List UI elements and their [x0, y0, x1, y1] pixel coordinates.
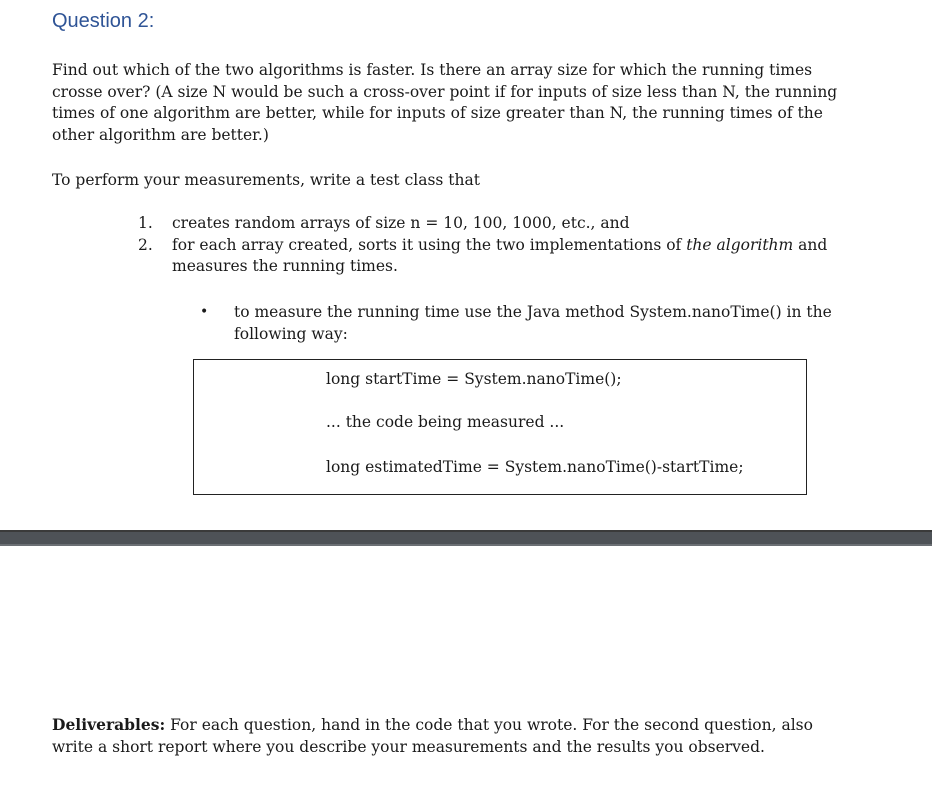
setup-paragraph: To perform your measurements, write a test class that	[52, 171, 480, 189]
deliverables-paragraph	[52, 714, 852, 758]
intro-paragraph: Find out which of the two algorithms is faster. Is there an array size for which the running times crosse over? (A size N would be such a cross-over point if for inputs of size less than N, the running times of one algorithm are better, while for inputs of size greater than N, the running times of the other algorithm are better.)	[52, 61, 838, 144]
deliverables-label: Deliverables:	[52, 715, 166, 734]
step-number: 1.	[138, 214, 153, 232]
step-text-before: for each array created, sorts it using the two implementations of	[172, 235, 687, 254]
step-number: 2.	[138, 235, 153, 254]
deliverables-text: For each question, hand in the code that you wrote. For the second question, also write a short report where you describe your measurements and the results you observed.	[52, 716, 813, 756]
code-line-estimated-time: long estimatedTime = System.nanoTime()-startTime;	[326, 458, 744, 476]
step-text: creates random arrays of size n = 10, 100, 1000, etc., and	[172, 214, 630, 232]
bullet-item	[198, 302, 838, 345]
step-text	[172, 235, 838, 278]
code-line-start-time: long startTime = System.nanoTime();	[326, 370, 622, 388]
steps-list	[138, 213, 838, 278]
bullet-text: to measure the running time use the Java method System.nanoTime() in the following way:	[234, 303, 832, 343]
step-text-after: and measures the running times.	[172, 235, 828, 275]
code-box	[193, 359, 807, 495]
list-item	[138, 235, 838, 278]
bullet-dot-icon: •	[200, 304, 209, 320]
page-divider	[0, 530, 932, 546]
question-heading: Question 2:	[52, 10, 155, 32]
step-text-italic: the algorithm	[686, 235, 794, 254]
list-item	[138, 213, 838, 235]
code-line-measured: ... the code being measured ...	[326, 413, 565, 431]
